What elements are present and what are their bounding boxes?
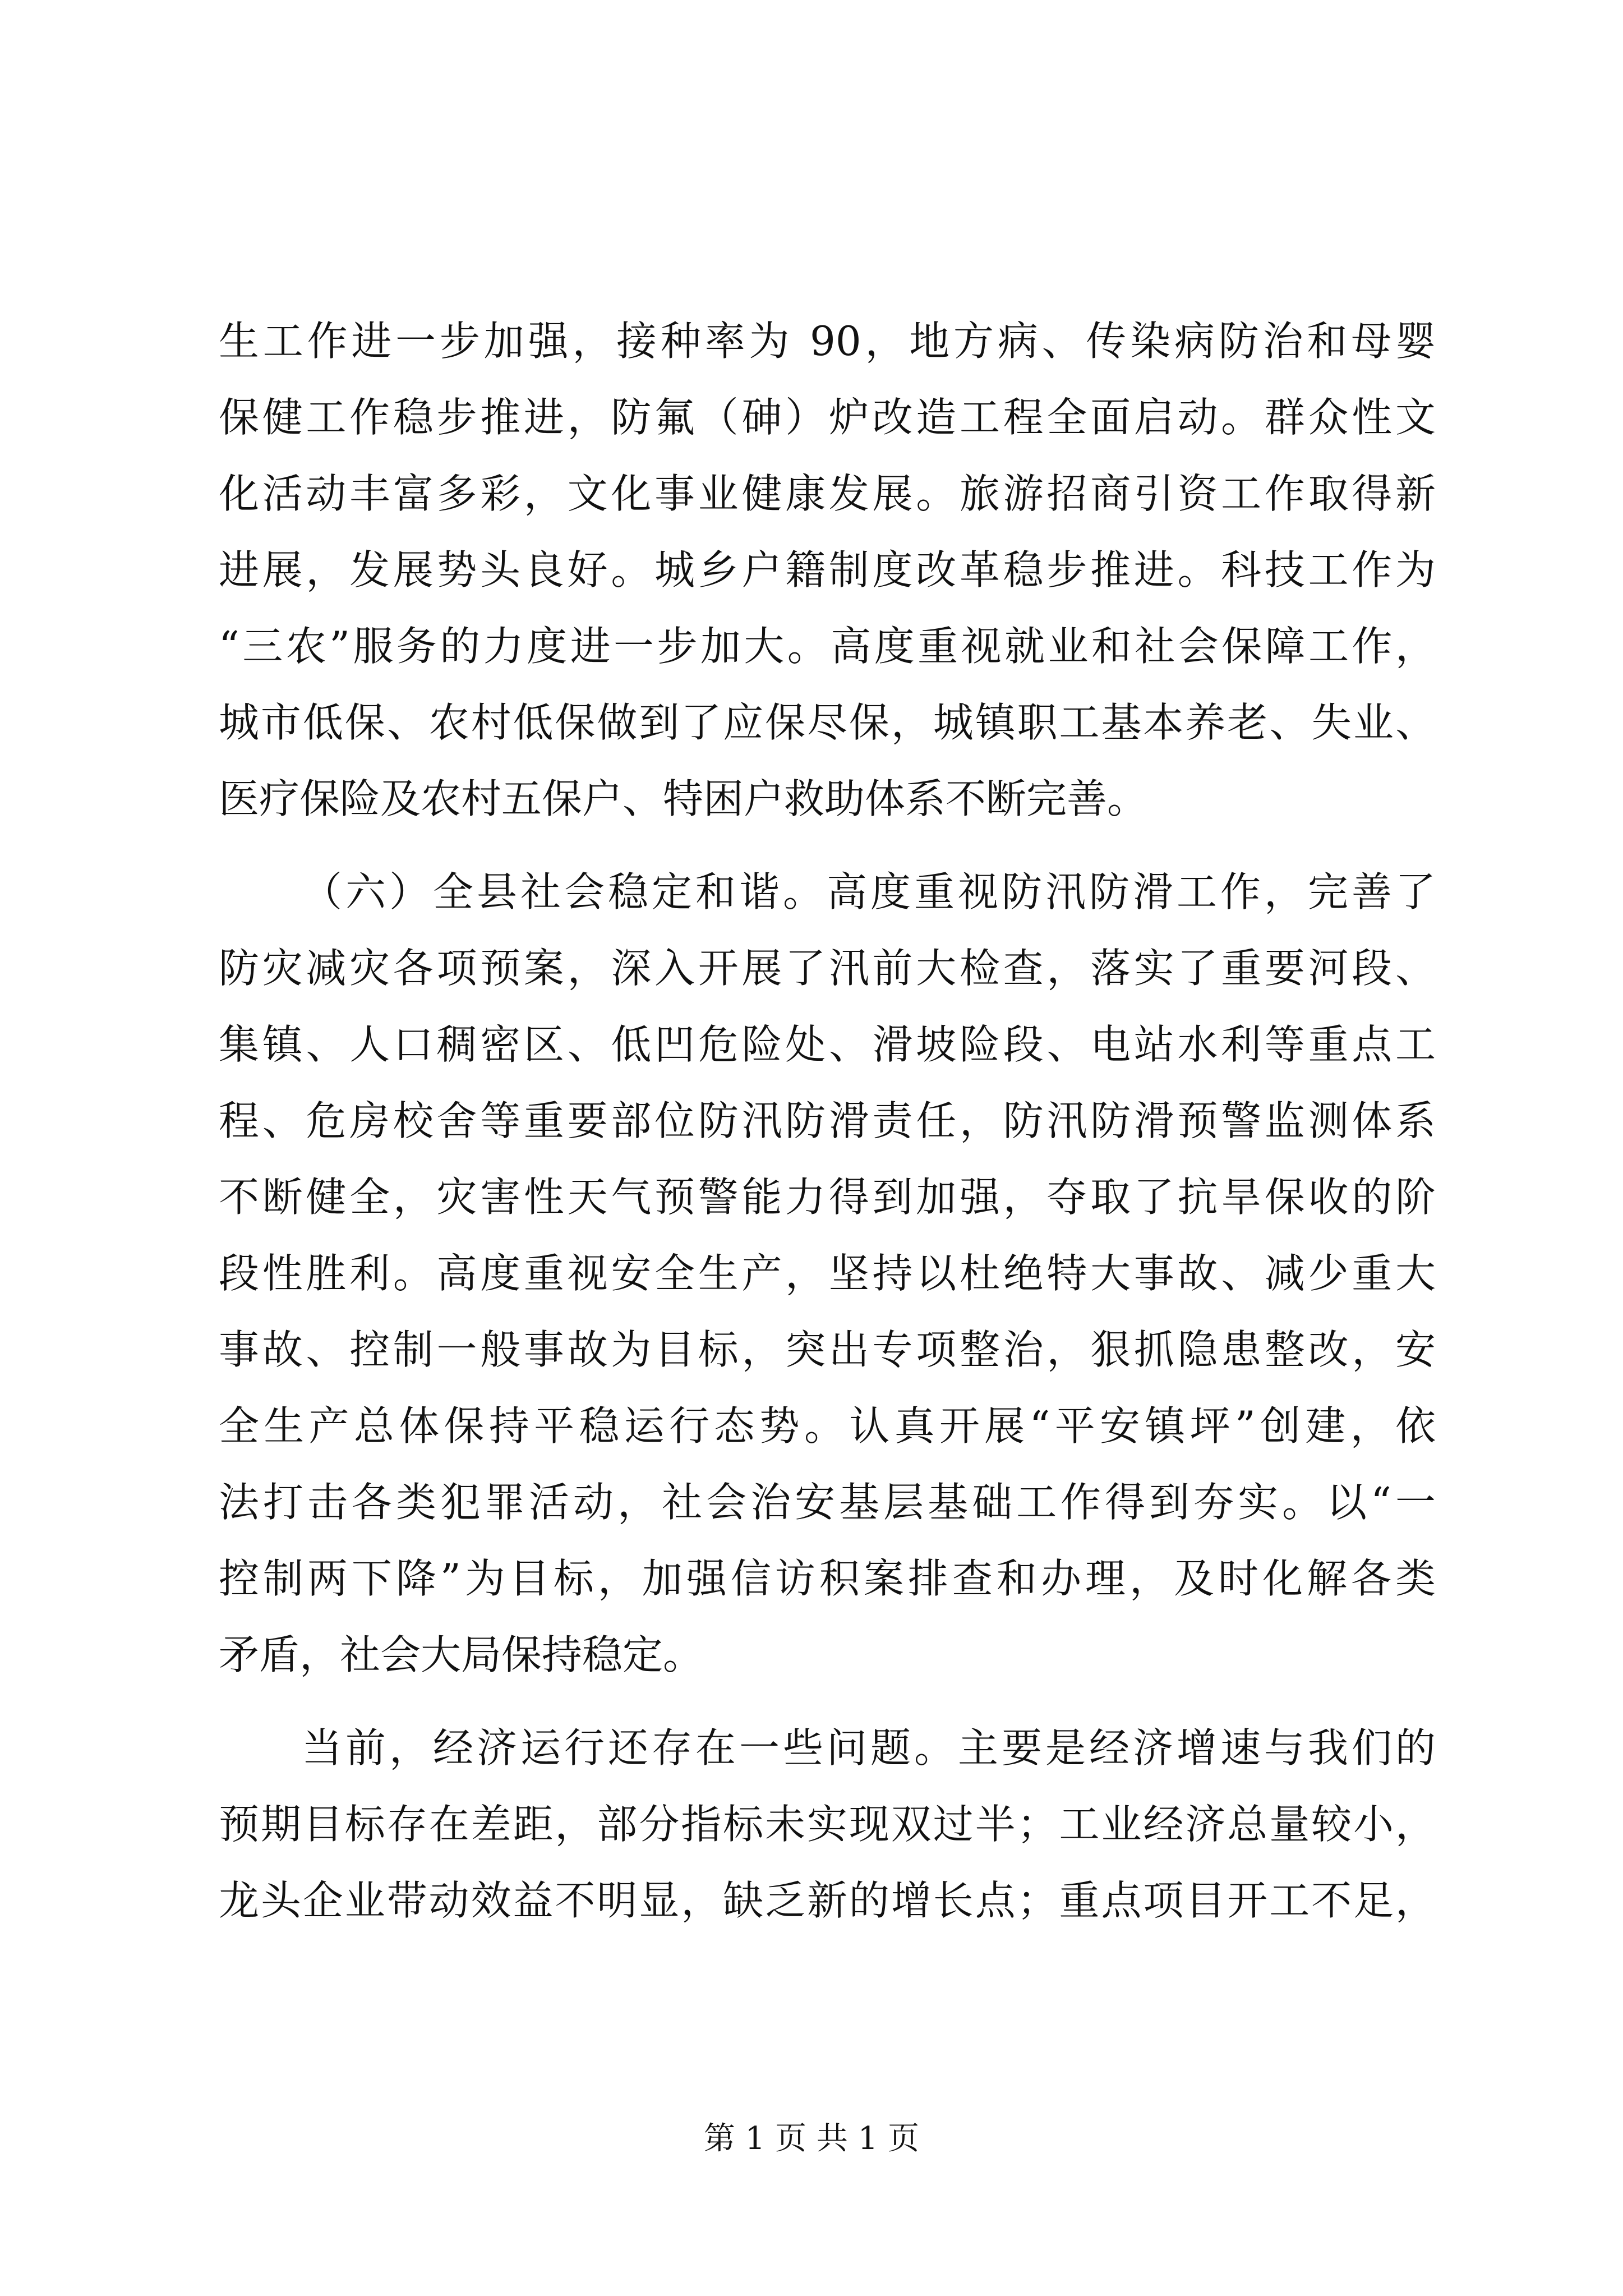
text-line: 生工作进一步加强，接种率为 90，地方病、传染病防治和母婴 [219,318,1436,365]
text-line: 段性胜利。高度重视安全生产，坚持以杜绝特大事故、减少重大 [219,1250,1436,1297]
paragraph-gap [219,1693,1436,1710]
text-line: 事故、控制一般事故为目标，突出专项整治，狠抓隐患整改，安 [219,1326,1436,1373]
text-line: 全生产总体保持平稳运行态势。认真开展“平安镇坪”创建，依 [219,1402,1436,1450]
text-line: 化活动丰富多彩，文化事业健康发展。旅游招商引资工作取得新 [219,470,1436,517]
text-line: （六）全县社会稳定和谐。高度重视防汛防滑工作，完善了 [302,868,1436,915]
text-line: 医疗保险及农村五保户、特困户救助体系不断完善。 [219,775,1148,822]
text-line: 集镇、人口稠密区、低凹危险处、滑坡险段、电站水利等重点工 [219,1021,1436,1068]
page-footer: 第 1 页 共 1 页 [703,2120,920,2157]
text-line: 预期目标存在差距，部分指标未实现双过半；工业经济总量较小， [219,1801,1436,1848]
paragraph [219,303,1436,837]
paragraph [219,854,1436,1693]
text-line: 法打击各类犯罪活动，社会治安基层基础工作得到夯实。以“一 [219,1479,1436,1526]
text-line: 龙头企业带动效益不明显，缺乏新的增长点；重点项目开工不足， [219,1877,1436,1924]
document-body [219,303,1436,1939]
text-line: 控制两下降”为目标，加强信访积案排查和办理，及时化解各类 [219,1555,1436,1602]
text-line: 保健工作稳步推进，防氟（砷）炉改造工程全面启动。群众性文 [219,394,1436,441]
text-line: 城市低保、农村低保做到了应保尽保，城镇职工基本养老、失业、 [219,699,1436,746]
text-line: 不断健全，灾害性天气预警能力得到加强，夺取了抗旱保收的阶 [219,1174,1436,1221]
paragraph [219,1710,1436,1939]
text-line: 矛盾，社会大局保持稳定。 [219,1631,704,1678]
text-line: 程、危房校舍等重要部位防汛防滑责任，防汛防滑预警监测体系 [219,1097,1436,1144]
text-line: 防灾减灾各项预案，深入开展了汛前大检查，落实了重要河段、 [219,945,1436,992]
text-line: 当前，经济运行还存在一些问题。主要是经济增速与我们的 [302,1724,1436,1772]
paragraph-gap [219,837,1436,854]
text-line: “三农”服务的力度进一步加大。高度重视就业和社会保障工作， [219,623,1436,670]
text-line: 进展，发展势头良好。城乡户籍制度改革稳步推进。科技工作为 [219,546,1436,593]
